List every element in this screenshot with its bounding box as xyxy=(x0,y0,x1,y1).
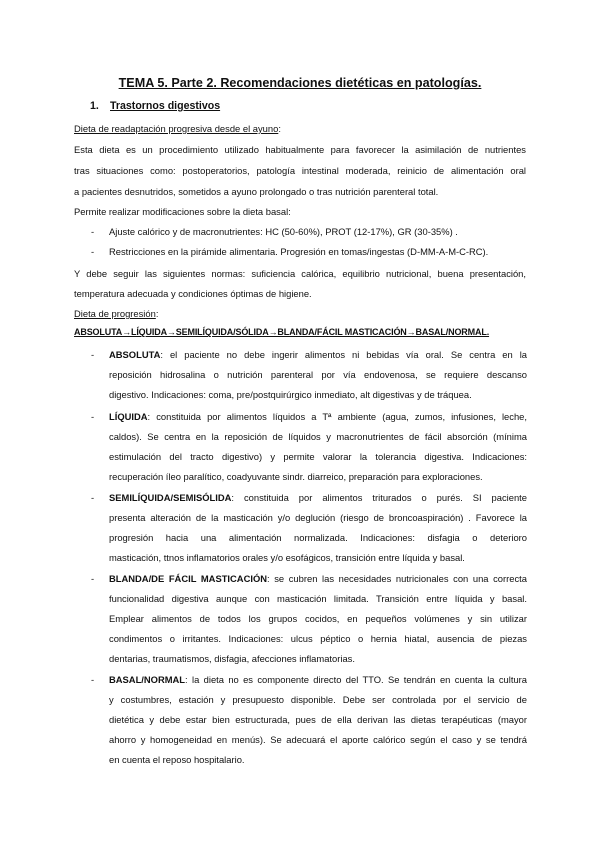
stage-line: dietética y debe estar bien estructurada, pues de ella derivan las dietas terapéuticas (mayor xyxy=(109,714,527,725)
stage-line: ahorro y homogeneidad en menús). Se adecuará el aporte calórico según el caso y se tendrá xyxy=(109,734,527,745)
stage-label: BASAL/NORMAL xyxy=(109,674,186,685)
stage-label: BLANDA/DE FÁCIL MASTICACIÓN xyxy=(109,573,268,584)
stage-first-line: SEMILÍQUIDA/SEMISÓLIDA: constituida por alimentos triturados o purés. SI paciente xyxy=(109,492,527,503)
stage-line: Emplear alimentos de todos los grupos cocidos, en pequeños volúmenes y sin utilizar xyxy=(109,613,527,624)
section-heading xyxy=(90,101,220,112)
dash-bullet: - xyxy=(91,573,95,584)
stage-line: condimentos o irritantes. Indicaciones: ulcus péptico o hernia hiatal, ausencia de piezas xyxy=(109,633,527,644)
stage-first-line: BLANDA/DE FÁCIL MASTICACIÓN: se cubren las necesidades nutricionales con una correcta xyxy=(109,573,527,584)
dash-bullet: - xyxy=(91,492,95,503)
stage-line: progresión hacia una alimentación normalizada. Indicaciones: disfagia o deterioro xyxy=(109,532,527,543)
section-heading-text: Trastornos digestivos xyxy=(110,100,221,112)
readaptacion-subtitle: Dieta de readaptación progresiva desde el ayuno: xyxy=(74,123,281,134)
stage-first-line: BASAL/NORMAL: la dieta no es componente directo del TTO. Se tendrán en cuenta la cultura xyxy=(109,674,527,685)
stage-line: funcionalidad digestiva aunque con masticación limitada. Transición entre líquida y basal. xyxy=(109,593,527,604)
stage-line: recuperación íleo paralítico, coadyuvante sindr. diarreico, preparación para exploraciones. xyxy=(109,471,483,482)
paragraph-line: Y debe seguir las siguientes normas: suficiencia calórica, equilibrio nutricional, buena presentación, xyxy=(74,268,526,279)
stage-first-line: LÍQUIDA: constituida por alimentos líquidos a Tª ambiente (agua, zumos, infusiones, leche, xyxy=(109,411,527,422)
stage-line: caldos). Se centra en la reposición de líquidos y macronutrientes de fácil absorción (mínima xyxy=(109,431,527,442)
dash-bullet: - xyxy=(91,674,95,685)
stage-line: estimulación del tracto digestivo) y permite valorar la tolerancia digestiva. Indicaciones: xyxy=(109,451,527,462)
paragraph-line: a pacientes desnutridos, sometidos a ayuno prolongado o tras nutrición parenteral total. xyxy=(74,186,439,197)
stage-line: masticación, ttnos inflamatorios orales y/o esofágicos, transición entre líquida y basal. xyxy=(109,552,465,563)
list-item: Restricciones en la pirámide alimentaria. Progresión en tomas/ingestas (D-MM-A-M-C-RC). xyxy=(109,246,489,257)
paragraph-line: tras situaciones como: postoperatorios, patología intestinal moderada, reinicio de alimentación oral xyxy=(74,165,526,176)
page-title: TEMA 5. Parte 2. Recomendaciones dietéticas en patologías. xyxy=(118,76,482,90)
stage-label: ABSOLUTA xyxy=(109,349,161,360)
section-number: 1. xyxy=(90,100,99,112)
stage-label: SEMILÍQUIDA/SEMISÓLIDA xyxy=(109,492,232,503)
stage-line: dentarias, traumatismos, disfagia, afecciones inflamatorias. xyxy=(109,653,355,664)
stage-line: en cuenta el reposo hospitalario. xyxy=(109,754,245,765)
dash-bullet: - xyxy=(91,349,95,360)
intro-line: Permite realizar modificaciones sobre la dieta basal: xyxy=(74,206,291,217)
paragraph-line: temperatura adecuada y condiciones óptimas de higiene. xyxy=(74,288,312,299)
stage-line: digestivo. Indicaciones: coma, pre/postquirúrgico inmediato, alt digestivas y de tráquea. xyxy=(109,389,472,400)
progression-flow: ABSOLUTA→LÍQUIDA→SEMILÍQUIDA/SÓLIDA→BLANDA/FÁCIL MASTICACIÓN→BASAL/NORMAL. xyxy=(74,327,490,337)
progresion-subtitle: Dieta de progresión: xyxy=(74,308,159,319)
list-item: Ajuste calórico y de macronutrientes: HC (50-60%), PROT (12-17%), GR (30-35%) . xyxy=(109,226,458,237)
dash-bullet: - xyxy=(91,411,95,422)
stage-first-line: ABSOLUTA: el paciente no debe ingerir alimentos ni bebidas vía oral. Se centra en la xyxy=(109,349,527,360)
dash-bullet: - xyxy=(91,226,95,237)
stage-line: y costumbres, estación y presupuesto disponible. Debe ser controlada por el servicio de xyxy=(109,694,527,705)
stage-line: presenta alteración de la masticación y/o deglución (riesgo de broncoaspiración) . Favorece la xyxy=(109,512,527,523)
stage-label: LÍQUIDA xyxy=(109,411,148,422)
paragraph-line: Esta dieta es un procedimiento utilizado habitualmente para favorecer la asimilación de nutrientes xyxy=(74,144,526,155)
dash-bullet: - xyxy=(91,246,95,257)
stage-line: reposición hidrosalina o nutrición parenteral por vía endovenosa, se requiere descanso xyxy=(109,369,527,380)
